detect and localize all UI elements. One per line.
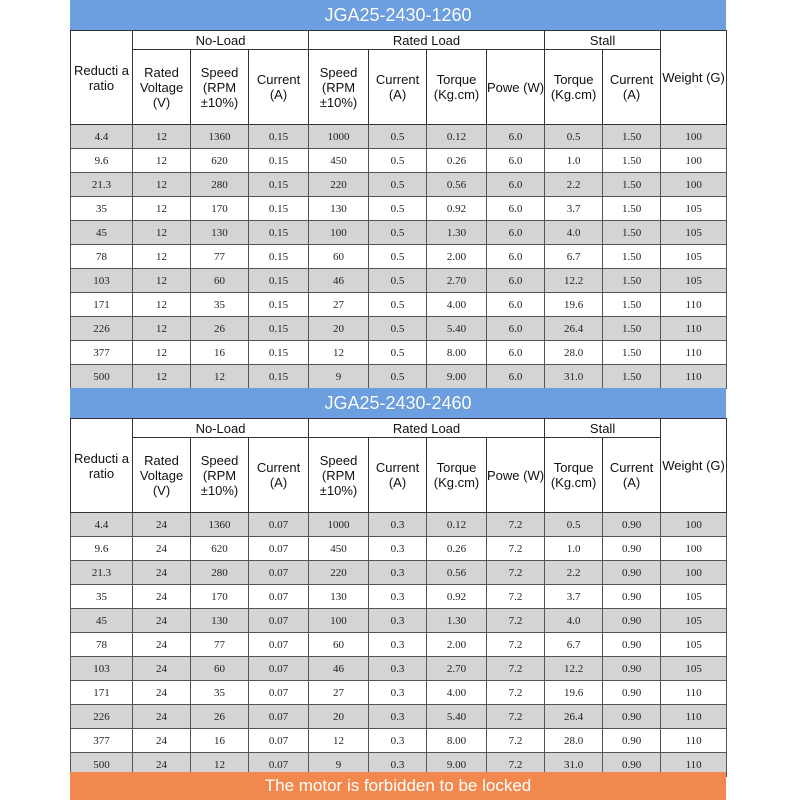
header-rated-voltage: Rated Voltage (V) (133, 50, 191, 125)
table-cell: 6.0 (487, 269, 545, 293)
table-cell: 20 (309, 705, 369, 729)
table-cell: 1.50 (603, 221, 661, 245)
table-cell: 105 (661, 197, 727, 221)
table-cell: 0.90 (603, 753, 661, 777)
table-cell: 0.3 (369, 513, 427, 537)
table-row (71, 513, 727, 537)
table-cell: 6.7 (545, 245, 603, 269)
table-cell: 78 (71, 633, 133, 657)
table-cell: 12 (133, 341, 191, 365)
table-cell: 0.3 (369, 681, 427, 705)
table-cell: 450 (309, 149, 369, 173)
table-cell: 7.2 (487, 561, 545, 585)
table-cell: 5.40 (427, 317, 487, 341)
table-cell: 3.7 (545, 197, 603, 221)
table-cell: 0.07 (249, 633, 309, 657)
header-no-load: No-Load (133, 419, 309, 438)
header-speed: Speed (RPM ±10%) (309, 50, 369, 125)
table-cell: 24 (133, 753, 191, 777)
table-cell: 46 (309, 657, 369, 681)
table-cell: 280 (191, 173, 249, 197)
table-cell: 110 (661, 293, 727, 317)
header-power: Powe (W) (487, 50, 545, 125)
table-cell: 130 (309, 585, 369, 609)
table-cell: 0.15 (249, 173, 309, 197)
table-cell: 2.00 (427, 245, 487, 269)
table-cell: 0.3 (369, 705, 427, 729)
table-cell: 21.3 (71, 173, 133, 197)
table-cell: 620 (191, 537, 249, 561)
table-cell: 6.7 (545, 633, 603, 657)
header-rated-load: Rated Load (309, 31, 545, 50)
table-cell: 226 (71, 705, 133, 729)
table-cell: 0.07 (249, 657, 309, 681)
table-cell: 1.50 (603, 365, 661, 389)
table-cell: 7.2 (487, 537, 545, 561)
table-body (71, 513, 727, 777)
table-cell: 450 (309, 537, 369, 561)
table-cell: 9.6 (71, 537, 133, 561)
table-cell: 24 (133, 585, 191, 609)
table-cell: 12 (133, 245, 191, 269)
table-cell: 0.3 (369, 657, 427, 681)
table-cell: 26.4 (545, 317, 603, 341)
warning-banner: The motor is forbidden to be locked (70, 772, 726, 800)
table-cell: 105 (661, 585, 727, 609)
table-cell: 4.00 (427, 293, 487, 317)
table-cell: 24 (133, 705, 191, 729)
table-cell: 130 (191, 609, 249, 633)
table-cell: 7.2 (487, 609, 545, 633)
table-row (71, 317, 727, 341)
table-cell: 12 (133, 149, 191, 173)
header-torque: Torque (Kg.cm) (427, 438, 487, 513)
table-cell: 170 (191, 197, 249, 221)
table-cell: 110 (661, 753, 727, 777)
table-cell: 0.5 (369, 197, 427, 221)
table-cell: 12 (133, 269, 191, 293)
table-cell: 12.2 (545, 657, 603, 681)
table-row (71, 657, 727, 681)
table-cell: 1360 (191, 125, 249, 149)
table-cell: 105 (661, 269, 727, 293)
table-cell: 103 (71, 269, 133, 293)
table-cell: 2.2 (545, 173, 603, 197)
table-cell: 2.00 (427, 633, 487, 657)
table-cell: 60 (309, 245, 369, 269)
table-cell: 1000 (309, 513, 369, 537)
header-speed: Speed (RPM ±10%) (191, 438, 249, 513)
table-cell: 12 (133, 293, 191, 317)
table-cell: 7.2 (487, 681, 545, 705)
table-cell: 7.2 (487, 657, 545, 681)
header-speed: Speed (RPM ±10%) (191, 50, 249, 125)
table-cell: 6.0 (487, 197, 545, 221)
table-cell: 0.90 (603, 681, 661, 705)
table-row (71, 537, 727, 561)
table-cell: 4.4 (71, 513, 133, 537)
header-current: Current (A) (249, 50, 309, 125)
table-row (71, 585, 727, 609)
table-cell: 12 (133, 197, 191, 221)
table-cell: 28.0 (545, 341, 603, 365)
table-cell: 103 (71, 657, 133, 681)
table-cell: 171 (71, 681, 133, 705)
table-cell: 9 (309, 753, 369, 777)
table-cell: 0.90 (603, 633, 661, 657)
table-cell: 2.2 (545, 561, 603, 585)
table-cell: 0.90 (603, 609, 661, 633)
table-cell: 0.5 (369, 221, 427, 245)
table-cell: 12 (309, 341, 369, 365)
table-cell: 377 (71, 341, 133, 365)
table-cell: 8.00 (427, 341, 487, 365)
header-stall: Stall (545, 419, 661, 438)
header-current: Current (A) (603, 50, 661, 125)
table-cell: 1.50 (603, 197, 661, 221)
table-cell: 0.26 (427, 537, 487, 561)
table-cell: 100 (309, 609, 369, 633)
table-cell: 16 (191, 729, 249, 753)
table-cell: 171 (71, 293, 133, 317)
table-cell: 4.0 (545, 221, 603, 245)
table-cell: 0.3 (369, 537, 427, 561)
table-cell: 12 (133, 173, 191, 197)
table-cell: 8.00 (427, 729, 487, 753)
table-cell: 0.12 (427, 513, 487, 537)
table-cell: 0.90 (603, 729, 661, 753)
table-cell: 0.3 (369, 561, 427, 585)
table-cell: 0.5 (369, 293, 427, 317)
table-cell: 1.50 (603, 293, 661, 317)
header-speed: Speed (RPM ±10%) (309, 438, 369, 513)
table-cell: 110 (661, 705, 727, 729)
table-cell: 27 (309, 293, 369, 317)
table-cell: 0.15 (249, 341, 309, 365)
table-cell: 105 (661, 657, 727, 681)
table-cell: 0.5 (369, 149, 427, 173)
table-cell: 0.15 (249, 293, 309, 317)
table-row (71, 293, 727, 317)
table-cell: 0.5 (369, 125, 427, 149)
header-weight: Weight (G) (661, 31, 727, 125)
table-cell: 0.15 (249, 197, 309, 221)
table-cell: 0.15 (249, 149, 309, 173)
table-cell: 6.0 (487, 125, 545, 149)
header-reduction-ratio: Reducti a ratio (71, 31, 133, 125)
table-cell: 12.2 (545, 269, 603, 293)
table-cell: 0.5 (369, 341, 427, 365)
table-cell: 0.56 (427, 561, 487, 585)
spec-table (70, 30, 727, 389)
table-cell: 19.6 (545, 293, 603, 317)
table-cell: 9 (309, 365, 369, 389)
table-cell: 6.0 (487, 149, 545, 173)
table-cell: 16 (191, 341, 249, 365)
table-cell: 6.0 (487, 173, 545, 197)
table-row (71, 561, 727, 585)
header-torque: Torque (Kg.cm) (545, 438, 603, 513)
table-cell: 500 (71, 365, 133, 389)
table-cell: 60 (191, 269, 249, 293)
table-cell: 0.15 (249, 317, 309, 341)
table-title: JGA25-2430-1260 (70, 0, 726, 30)
table-cell: 24 (133, 633, 191, 657)
table-cell: 100 (309, 221, 369, 245)
table-cell: 77 (191, 633, 249, 657)
table-cell: 6.0 (487, 317, 545, 341)
table-row (71, 269, 727, 293)
table-cell: 0.5 (545, 513, 603, 537)
table-cell: 0.07 (249, 753, 309, 777)
table-cell: 130 (191, 221, 249, 245)
table-cell: 0.3 (369, 609, 427, 633)
table-cell: 1.30 (427, 609, 487, 633)
table-cell: 4.0 (545, 609, 603, 633)
table-cell: 26 (191, 317, 249, 341)
table-cell: 0.07 (249, 681, 309, 705)
table-cell: 0.90 (603, 657, 661, 681)
table-cell: 0.90 (603, 513, 661, 537)
table-cell: 26 (191, 705, 249, 729)
table-row (71, 173, 727, 197)
table-cell: 7.2 (487, 513, 545, 537)
spec-table (70, 418, 727, 777)
table-cell: 280 (191, 561, 249, 585)
table-cell: 46 (309, 269, 369, 293)
table-cell: 24 (133, 561, 191, 585)
table-cell: 7.2 (487, 585, 545, 609)
table-cell: 100 (661, 173, 727, 197)
table-cell: 0.3 (369, 729, 427, 753)
table-cell: 100 (661, 125, 727, 149)
table-row (71, 609, 727, 633)
table-cell: 0.15 (249, 245, 309, 269)
table-cell: 0.3 (369, 633, 427, 657)
header-current: Current (A) (369, 50, 427, 125)
header-stall: Stall (545, 31, 661, 50)
header-rated-load: Rated Load (309, 419, 545, 438)
table-cell: 12 (309, 729, 369, 753)
table-cell: 7.2 (487, 729, 545, 753)
table-row (71, 341, 727, 365)
table-cell: 9.00 (427, 365, 487, 389)
table-cell: 7.2 (487, 633, 545, 657)
table-cell: 110 (661, 317, 727, 341)
table-cell: 12 (133, 365, 191, 389)
table-cell: 24 (133, 537, 191, 561)
table-cell: 1.30 (427, 221, 487, 245)
header-current: Current (A) (603, 438, 661, 513)
table-cell: 0.90 (603, 705, 661, 729)
table-cell: 20 (309, 317, 369, 341)
table-cell: 0.15 (249, 269, 309, 293)
table-cell: 0.90 (603, 537, 661, 561)
table-cell: 7.2 (487, 753, 545, 777)
table-row (71, 633, 727, 657)
table-cell: 19.6 (545, 681, 603, 705)
table-cell: 220 (309, 173, 369, 197)
table-cell: 1.0 (545, 537, 603, 561)
table-cell: 0.5 (369, 317, 427, 341)
table-cell: 110 (661, 681, 727, 705)
table-cell: 0.15 (249, 221, 309, 245)
table-cell: 0.07 (249, 609, 309, 633)
table-cell: 24 (133, 513, 191, 537)
table-row (71, 705, 727, 729)
table-cell: 7.2 (487, 705, 545, 729)
table-cell: 377 (71, 729, 133, 753)
table-cell: 110 (661, 729, 727, 753)
table-cell: 0.5 (369, 245, 427, 269)
table-row (71, 149, 727, 173)
table-cell: 6.0 (487, 365, 545, 389)
table-cell: 105 (661, 609, 727, 633)
table-cell: 24 (133, 609, 191, 633)
table-row (71, 197, 727, 221)
table-cell: 1360 (191, 513, 249, 537)
table-cell: 35 (71, 585, 133, 609)
table-cell: 1.50 (603, 317, 661, 341)
header-weight: Weight (G) (661, 419, 727, 513)
table-cell: 12 (191, 365, 249, 389)
table-cell: 3.7 (545, 585, 603, 609)
table-cell: 0.12 (427, 125, 487, 149)
table-cell: 2.70 (427, 657, 487, 681)
table-cell: 27 (309, 681, 369, 705)
table-cell: 78 (71, 245, 133, 269)
header-torque: Torque (Kg.cm) (545, 50, 603, 125)
table-cell: 60 (191, 657, 249, 681)
table-cell: 0.07 (249, 705, 309, 729)
table-cell: 35 (191, 293, 249, 317)
table-row (71, 729, 727, 753)
table-cell: 100 (661, 537, 727, 561)
table-cell: 0.5 (545, 125, 603, 149)
table-cell: 35 (71, 197, 133, 221)
table-cell: 0.92 (427, 585, 487, 609)
table-cell: 24 (133, 681, 191, 705)
table-cell: 1000 (309, 125, 369, 149)
table-cell: 4.4 (71, 125, 133, 149)
table-cell: 6.0 (487, 221, 545, 245)
table-cell: 620 (191, 149, 249, 173)
table-cell: 1.50 (603, 341, 661, 365)
header-no-load: No-Load (133, 31, 309, 50)
table-cell: 60 (309, 633, 369, 657)
table-cell: 35 (191, 681, 249, 705)
table-cell: 105 (661, 221, 727, 245)
table-cell: 226 (71, 317, 133, 341)
header-current: Current (A) (249, 438, 309, 513)
table-cell: 0.5 (369, 173, 427, 197)
table-cell: 0.15 (249, 125, 309, 149)
table-cell: 0.5 (369, 269, 427, 293)
table-row (71, 245, 727, 269)
table-cell: 0.07 (249, 513, 309, 537)
table-row (71, 125, 727, 149)
table-cell: 9.00 (427, 753, 487, 777)
table-cell: 0.07 (249, 537, 309, 561)
table-cell: 21.3 (71, 561, 133, 585)
table-cell: 26.4 (545, 705, 603, 729)
table-cell: 100 (661, 561, 727, 585)
table-cell: 9.6 (71, 149, 133, 173)
table-cell: 12 (133, 125, 191, 149)
header-rated-voltage: Rated Voltage (V) (133, 438, 191, 513)
table-cell: 0.3 (369, 585, 427, 609)
table-cell: 4.00 (427, 681, 487, 705)
table-cell: 28.0 (545, 729, 603, 753)
table-cell: 0.15 (249, 365, 309, 389)
table-cell: 24 (133, 729, 191, 753)
table-cell: 0.92 (427, 197, 487, 221)
table-cell: 2.70 (427, 269, 487, 293)
table-cell: 0.3 (369, 753, 427, 777)
table-cell: 6.0 (487, 245, 545, 269)
table-cell: 110 (661, 341, 727, 365)
table-cell: 1.50 (603, 125, 661, 149)
table-title: JGA25-2430-2460 (70, 388, 726, 418)
table-cell: 105 (661, 633, 727, 657)
table-cell: 1.50 (603, 149, 661, 173)
table-cell: 0.07 (249, 561, 309, 585)
table-row (71, 681, 727, 705)
table-row (71, 221, 727, 245)
table-cell: 500 (71, 753, 133, 777)
table-cell: 0.26 (427, 149, 487, 173)
table-cell: 5.40 (427, 705, 487, 729)
table-cell: 0.90 (603, 561, 661, 585)
table-body (71, 125, 727, 389)
table-cell: 1.50 (603, 245, 661, 269)
table-cell: 220 (309, 561, 369, 585)
header-current: Current (A) (369, 438, 427, 513)
table-cell: 31.0 (545, 365, 603, 389)
table-cell: 77 (191, 245, 249, 269)
table-cell: 0.5 (369, 365, 427, 389)
table-cell: 170 (191, 585, 249, 609)
table-cell: 105 (661, 245, 727, 269)
table-cell: 12 (191, 753, 249, 777)
table-cell: 6.0 (487, 341, 545, 365)
table-cell: 100 (661, 513, 727, 537)
table-cell: 1.50 (603, 269, 661, 293)
table-cell: 45 (71, 609, 133, 633)
table-row (71, 365, 727, 389)
header-torque: Torque (Kg.cm) (427, 50, 487, 125)
table-cell: 45 (71, 221, 133, 245)
table-cell: 12 (133, 221, 191, 245)
table-cell: 100 (661, 149, 727, 173)
table-cell: 24 (133, 657, 191, 681)
table-cell: 1.0 (545, 149, 603, 173)
table-cell: 31.0 (545, 753, 603, 777)
header-power: Powe (W) (487, 438, 545, 513)
table-cell: 0.07 (249, 585, 309, 609)
table-cell: 1.50 (603, 173, 661, 197)
table-cell: 110 (661, 365, 727, 389)
table-cell: 0.07 (249, 729, 309, 753)
table-cell: 6.0 (487, 293, 545, 317)
table-cell: 12 (133, 317, 191, 341)
table-cell: 0.56 (427, 173, 487, 197)
table-cell: 0.90 (603, 585, 661, 609)
header-reduction-ratio: Reducti a ratio (71, 419, 133, 513)
table-cell: 130 (309, 197, 369, 221)
